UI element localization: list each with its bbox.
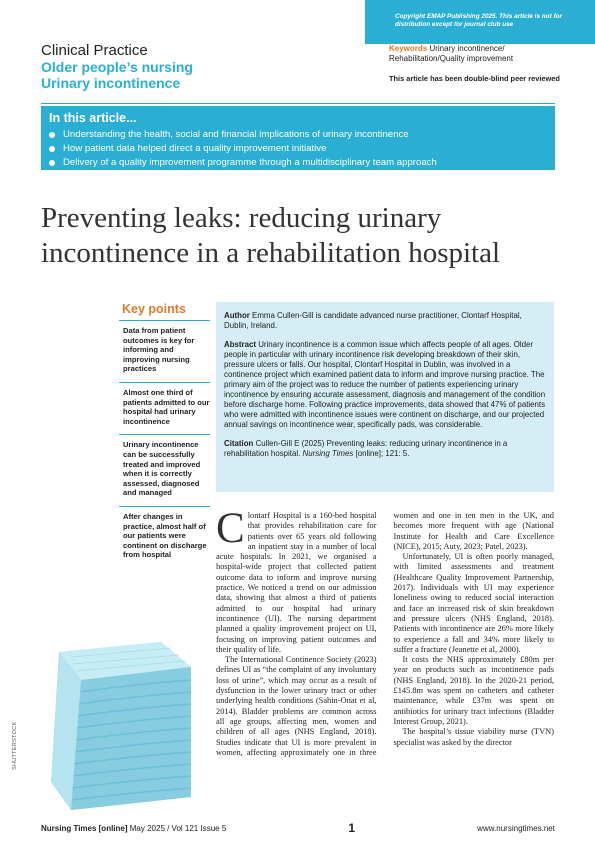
article-body	[216, 505, 554, 806]
keywords-block	[389, 44, 569, 83]
key-point-item: After changes in practice, almost half of our patients were continent on discharge from hospital	[119, 506, 210, 568]
key-point-item: Urinary incontinence can be successfully treated and improved when it is correctly assessed, diagnosed and managed	[119, 434, 210, 506]
citation-label: Citation	[224, 439, 254, 448]
body-paragraph-text: lontarf Hospital is a 160-bed hospital that provides rehabilitation care for patients over 65 years old following an inpatient stay in a number of local acute hospitals. In 2021, we organised a hospital-wide project that collected patient outcome data to inform and improve nursing practice. We noticed a trend on our admission data, showing that almost a third of patients admitted to our hospital had urinary incontinence (UI). The nursing department planned a quality improvement project on UI, focusing on improving patient outcomes and their quality of life.	[216, 511, 377, 654]
keywords-text: Urinary incontinence/ Rehabilitation/Quality improvement	[389, 44, 514, 63]
in-article-item	[49, 142, 547, 156]
body-paragraph	[216, 505, 377, 655]
footer-journal-info	[41, 824, 226, 833]
article-headline: Preventing leaks: reducing urinary incontinence in a rehabilitation hospital	[41, 202, 501, 269]
in-article-item-text: Delivery of a quality improvement programme through a multidisciplinary team approach	[63, 157, 437, 168]
body-paragraph: The hospital’s tissue viability nurse (TVN) specialist was asked by the director	[393, 727, 554, 747]
in-this-article-box	[41, 106, 555, 170]
author-label: Author	[224, 311, 250, 320]
section-category: Clinical Practice	[41, 42, 148, 59]
keywords-label: Keywords	[389, 44, 428, 53]
key-points-list	[119, 320, 210, 568]
citation-text: Cullen-Gill E (2025) Preventing leaks: reducing urinary incontinence in a rehabilitation hospital.	[224, 439, 508, 458]
abstract-box	[216, 302, 554, 492]
in-this-article-heading: In this article...	[49, 111, 137, 125]
bullet-icon	[49, 146, 55, 152]
page-footer	[41, 821, 555, 835]
copyright-notice: Copyright EMAP Publishing 2025. This article is not for distribution except for journal club use	[365, 0, 595, 44]
abstract-paragraph	[224, 340, 546, 430]
section-subcategory: Older people’s nursing	[41, 59, 193, 75]
body-paragraph: Unfortunately, UI is often poorly managed, with limited assessments and treatment (Healthcare Quality Improvement Partnership, 2017). Individuals with UI may experience loneliness owing to reduced social interaction and face an increased risk of skin breakdown and pressure ulcers (NHS England, 2018). Patients with incontinence are 26% more likely to experience a fall and 34% more likely to suffer a fracture (Jeanette et al, 2000).	[393, 552, 554, 654]
footer-issue: May 2025 / Vol 121 Issue 5	[127, 823, 227, 833]
incontinence-pads-photo	[41, 612, 201, 814]
in-article-item	[49, 156, 547, 170]
footer-url[interactable]: www.nursingtimes.net	[477, 823, 555, 833]
in-article-item	[49, 128, 547, 142]
key-point-item: Data from patient outcomes is key for informing and improving nursing practices	[119, 320, 210, 382]
body-paragraph: It costs the NHS approximately £80m per year on products such as incontinence pads (NHS England, 2018). In the 2020-21 period, £145.8m was spent on catheters and catheter maintenance, while £37m was spent on antibiotics for urinary tract infections (Bladder Interest Group, 2021).	[393, 655, 554, 726]
in-article-item-text: How patient data helped direct a quality improvement initiative	[63, 143, 327, 154]
bullet-icon	[49, 132, 55, 138]
in-article-item-text: Understanding the health, social and financial implications of urinary incontinence	[63, 129, 409, 140]
citation	[224, 439, 546, 459]
body-paragraph: The International Continence Society (2023) defines UI as “the complaint of any involuntary loss of urine”, which may occur as a result of dysfunction in the lower urinary tract or other underlying health conditions (Sahin-Onat et al, 2014). Bladder problems are common across all age groups, affecting men, women and children of all ages (NHS England, 2018). Studies indicate that UI is more prevalent in women, affecting approximately one in three women and one in ten men in the UK, and becomes more frequent with age (National Institute for Health and Care Excellence (NICE), 2015; Auty, 2023; Patel, 2023).	[216, 511, 554, 757]
keywords	[389, 44, 569, 64]
section-topic: Urinary incontinence	[41, 75, 181, 91]
header-divider	[41, 103, 555, 104]
author-text: Emma Cullen-Gill is candidate advanced nurse practitioner, Clontarf Hospital, Dublin, Ireland.	[224, 311, 522, 330]
bullet-icon	[49, 160, 55, 166]
peer-review-note: This article has been double-blind peer reviewed	[389, 74, 560, 83]
key-points-heading: Key points	[122, 302, 186, 316]
citation-rest: [online]; 121: 5.	[353, 449, 410, 458]
photo-credit: SHUTTERSTOCK	[12, 721, 18, 770]
pad-stack	[51, 642, 191, 810]
author-info	[224, 311, 546, 331]
abstract-label: Abstract	[224, 340, 257, 349]
section-labels	[41, 43, 193, 91]
key-point-item: Almost one third of patients admitted to our hospital had urinary incontinence	[119, 382, 210, 434]
drop-cap: C	[216, 505, 245, 552]
page-number: 1	[348, 821, 356, 835]
footer-journal: Nursing Times [online]	[41, 823, 128, 833]
abstract-text: Urinary incontinence is a common issue which affects people of all ages. Older people in particular with urinary incontinence risk developing breakdown of their skin, pressure ulcers or falls. Our hospital, Clontarf Hospital in Dublin, was involved in a continence project which examined patient data to inform and improve nursing practice. The primary aim of the project was to reduce the number of patients experiencing urinary incontinence by ensuring accurate assessment, diagnosis and management of the condition before discharge home. Following practice improvements, data showed that 47% of patients who were admitted with incontinence issues were continent on discharge, and our projected annual savings on incontinence wear, specifically pads, was considerable.	[224, 340, 546, 429]
citation-journal: Nursing Times	[302, 449, 354, 458]
